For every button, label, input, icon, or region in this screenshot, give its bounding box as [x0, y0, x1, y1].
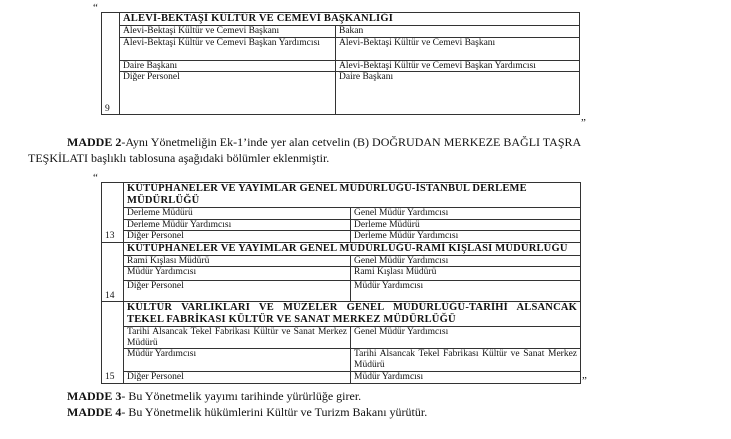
section-15-header: KÜLTÜR VARLIKLARI VE MÜZELER GENEL MÜDÜRLÜĞÜ-TARİHİ ALSANCAK TEKEL FABRİKASI KÜLTÜR VE SANAT MERKEZ MÜDÜRLÜĞÜ: [124, 302, 581, 327]
superior-cell: Derleme Müdürü: [351, 219, 581, 231]
table-row: [102, 60, 580, 72]
section-14-header: KÜTÜPHANELER VE YAYIMLAR GENEL MÜDÜRLÜĞÜ-RAMİ KIŞLASI MÜDÜRLÜĞÜ: [124, 242, 581, 255]
position-cell: Alevi-Bektaşi Kültür ve Cemevi Başkanı: [120, 26, 336, 38]
table-row: [102, 26, 580, 38]
superior-cell: Bakan: [336, 26, 580, 38]
madde-4-text: - Bu Yönetmelik hükümlerini Kültür ve Turizm Bakanı yürütür.: [121, 405, 428, 419]
table-row: [102, 255, 581, 267]
table-row: [102, 219, 581, 231]
table-row: [102, 267, 581, 281]
table-row: [102, 37, 580, 60]
superior-cell: Tarihi Alsancak Tekel Fabrikası Kültür ve Sanat Merkez Müdürü: [351, 349, 581, 372]
position-cell: Diğer Personel: [124, 372, 351, 384]
madde-2-text: -Aynı Yönetmeliğin Ek-1’inde yer alan cetvelin (B) DOĞRUDAN MERKEZE BAĞLI TAŞRA: [121, 135, 582, 149]
superior-cell: Genel Müdür Yardımcısı: [351, 255, 581, 267]
row-number: 9: [102, 13, 120, 115]
position-cell: Diğer Personel: [124, 281, 351, 302]
section-15-header-row: [102, 302, 581, 327]
position-cell: Müdür Yardımcısı: [124, 349, 351, 372]
position-cell: Daire Başkanı: [120, 60, 336, 72]
madde-4-paragraph: [67, 405, 667, 419]
section-13-header-row: [102, 183, 581, 208]
superior-cell: Rami Kışlası Müdürü: [351, 267, 581, 281]
row-number-13: 13: [102, 183, 124, 243]
superior-cell: Daire Başkanı: [336, 72, 580, 115]
closing-quote-2: ”: [582, 375, 587, 387]
table-row: [102, 372, 581, 384]
madde-2-label: MADDE 2: [67, 135, 122, 149]
table-row: [102, 208, 581, 220]
table-row: [102, 231, 581, 243]
table-header-row: [102, 13, 580, 26]
madde-2-paragraph-continued: TEŞKİLATI başlıklı tablosuna aşağıdaki bölümler eklenmiştir.: [28, 151, 330, 165]
position-cell: Tarihi Alsancak Tekel Fabrikası Kültür ve Sanat Merkez Müdürü: [124, 327, 351, 349]
table-alevi-bektasi: [101, 12, 580, 115]
closing-quote-1: ”: [581, 117, 586, 129]
row-number-15: 15: [102, 302, 124, 384]
opening-quote-1: “: [93, 2, 98, 14]
superior-cell: Genel Müdür Yardımcısı: [351, 327, 581, 349]
position-cell: Müdür Yardımcısı: [124, 267, 351, 281]
section-header: ALEVİ-BEKTAŞİ KÜLTÜR VE CEMEVİ BAŞKANLIĞI: [120, 13, 580, 26]
superior-cell: Alevi-Bektaşi Kültür ve Cemevi Başkanı: [336, 37, 580, 60]
table-row: [102, 72, 580, 115]
table-row: [102, 327, 581, 349]
position-cell: Diğer Personel: [124, 231, 351, 243]
section-14-header-row: [102, 242, 581, 255]
position-cell: Derleme Müdürü: [124, 208, 351, 220]
position-cell: Derleme Müdür Yardımcısı: [124, 219, 351, 231]
superior-cell: Derleme Müdür Yardımcısı: [351, 231, 581, 243]
table-tasra-teskilati: [101, 182, 581, 384]
superior-cell: Müdür Yardımcısı: [351, 372, 581, 384]
table-row: [102, 349, 581, 372]
superior-cell: Müdür Yardımcısı: [351, 281, 581, 302]
position-cell: Alevi-Bektaşi Kültür ve Cemevi Başkan Yardımcısı: [120, 37, 336, 60]
madde-2-paragraph: [67, 135, 657, 149]
position-cell: Diğer Personel: [120, 72, 336, 115]
row-number-14: 14: [102, 242, 124, 302]
superior-cell: Alevi-Bektaşi Kültür ve Cemevi Başkan Yardımcısı: [336, 60, 580, 72]
opening-quote-2: “: [93, 172, 98, 184]
superior-cell: Genel Müdür Yardımcısı: [351, 208, 581, 220]
section-13-header: KÜTÜPHANELER VE YAYIMLAR GENEL MÜDÜRLÜĞÜ-İSTANBUL DERLEME MÜDÜRLÜĞÜ: [124, 183, 581, 208]
table-row: [102, 281, 581, 302]
madde-3-paragraph: [67, 389, 667, 403]
madde-4-label: MADDE 4: [67, 405, 122, 419]
position-cell: Rami Kışlası Müdürü: [124, 255, 351, 267]
madde-3-text: - Bu Yönetmelik yayımı tarihinde yürürlüğe girer.: [121, 389, 362, 403]
madde-3-label: MADDE 3: [67, 389, 122, 403]
